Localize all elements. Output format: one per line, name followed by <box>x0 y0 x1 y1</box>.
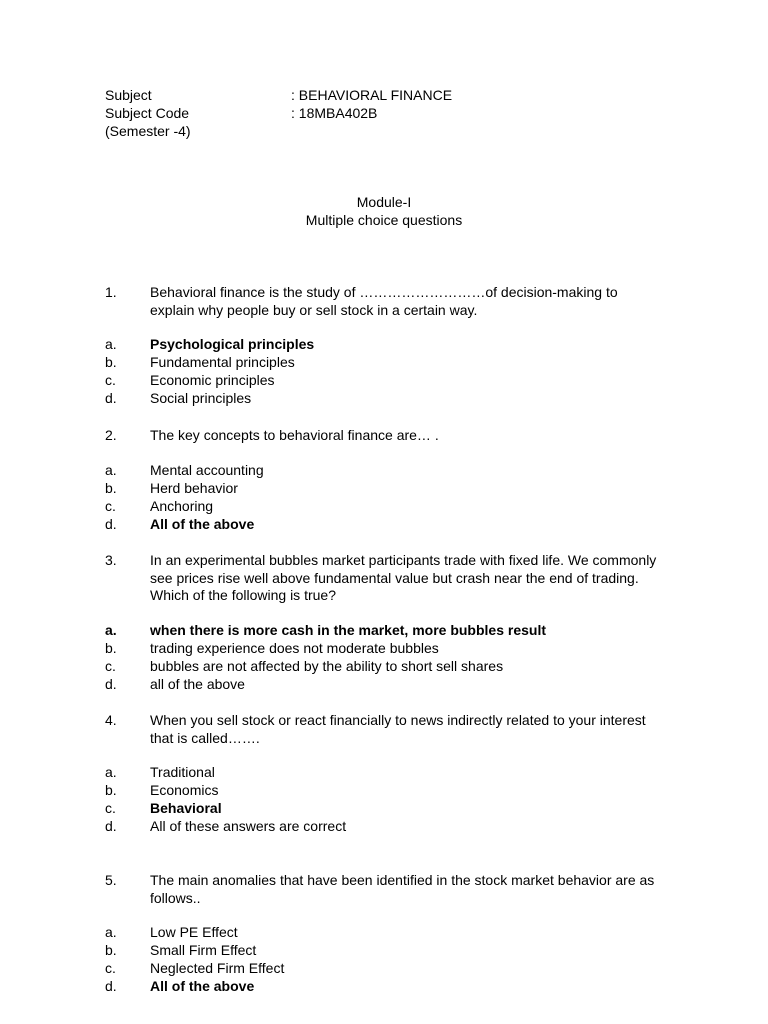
semester-row <box>105 123 452 141</box>
question-stem <box>105 712 665 747</box>
question-stem <box>105 872 665 907</box>
option-text: bubbles are not affected by the ability to short sell shares <box>150 657 504 674</box>
question-text: The key concepts to behavioral finance are… . <box>150 427 439 443</box>
option-text: Herd behavior <box>150 479 238 496</box>
option-d <box>105 676 665 694</box>
option-letter: a. <box>105 621 117 638</box>
option-c <box>105 960 665 978</box>
question-3 <box>105 552 665 694</box>
subject-row <box>105 87 452 105</box>
question-text: In an experimental bubbles market participants trade with fixed life. We commonly see prices rise well above fundamental value but crash near the end of trading. Which of the following is true? <box>150 552 657 603</box>
module-subtitle: Multiple choice questions <box>305 212 463 228</box>
question-number: 1. <box>105 284 117 300</box>
option-a <box>105 924 665 942</box>
subject-code-row <box>105 105 452 123</box>
subject-label: Subject <box>105 87 152 103</box>
option-list <box>105 336 665 408</box>
question-text: The main anomalies that have been identified in the stock market behavior are as follows.. <box>150 872 655 906</box>
option-letter: a. <box>105 336 117 352</box>
question-stem <box>105 427 665 445</box>
subject-code-value: : 18MBA402B <box>291 105 378 121</box>
option-text: Fundamental principles <box>150 354 295 370</box>
option-text: All of the above <box>150 978 255 994</box>
option-text: Economics <box>150 782 219 798</box>
option-letter: b. <box>105 782 117 798</box>
option-c <box>105 498 665 516</box>
option-letter: a. <box>105 924 117 940</box>
option-text: Mental accounting <box>150 461 264 478</box>
option-letter: c. <box>105 800 116 816</box>
option-text: when there is more cash in the market, more bubbles result <box>150 621 547 638</box>
option-a <box>105 336 665 354</box>
option-d <box>105 818 665 836</box>
option-letter: d. <box>105 515 117 532</box>
option-text: trading experience does not moderate bubbles <box>150 639 439 656</box>
question-text: When you sell stock or react financially to news indirectly related to your interest that is called……. <box>150 712 646 746</box>
option-letter: c. <box>105 497 116 514</box>
option-a <box>105 462 665 480</box>
option-c <box>105 658 665 676</box>
question-text: Behavioral finance is the study of ………………………of decision-making to explain why people buy or sell stock in a certain way. <box>150 284 618 318</box>
option-letter: d. <box>105 390 117 406</box>
option-letter: d. <box>105 675 117 692</box>
option-a <box>105 622 665 640</box>
question-5 <box>105 872 665 996</box>
option-text: Neglected Firm Effect <box>150 960 285 976</box>
option-d <box>105 390 665 408</box>
option-letter: c. <box>105 960 116 976</box>
option-b <box>105 782 665 800</box>
option-list <box>105 622 665 694</box>
option-b <box>105 480 665 498</box>
option-text: Behavioral <box>150 800 222 816</box>
document-header <box>105 87 452 141</box>
option-text: Psychological principles <box>150 336 315 352</box>
semester-text: (Semester -4) <box>105 123 191 139</box>
subject-code-label: Subject Code <box>105 105 190 121</box>
question-number: 4. <box>105 712 117 728</box>
option-text: All of these answers are correct <box>150 818 347 834</box>
option-c <box>105 800 665 818</box>
option-list <box>105 764 665 836</box>
option-letter: a. <box>105 764 117 780</box>
module-title: Module-I <box>356 194 412 210</box>
option-text: Anchoring <box>150 497 214 514</box>
question-stem <box>105 552 665 605</box>
option-text: Social principles <box>150 390 252 406</box>
question-number: 2. <box>105 427 117 443</box>
option-d <box>105 516 665 534</box>
question-1 <box>105 284 665 408</box>
option-text: all of the above <box>150 675 245 692</box>
option-letter: b. <box>105 354 117 370</box>
question-number: 5. <box>105 872 117 888</box>
question-2 <box>105 427 665 534</box>
option-a <box>105 764 665 782</box>
option-d <box>105 978 665 996</box>
option-letter: d. <box>105 818 117 834</box>
question-4 <box>105 712 665 836</box>
option-letter: c. <box>105 657 116 674</box>
option-text: All of the above <box>150 515 255 532</box>
option-list <box>105 924 665 996</box>
module-titles <box>0 194 768 230</box>
option-text: Traditional <box>150 764 215 780</box>
option-letter: b. <box>105 479 117 496</box>
subject-value: : BEHAVIORAL FINANCE <box>291 87 453 103</box>
option-letter: c. <box>105 372 116 388</box>
option-text: Low PE Effect <box>150 924 238 940</box>
option-b <box>105 354 665 372</box>
question-number: 3. <box>105 552 117 568</box>
option-text: Economic principles <box>150 372 275 388</box>
option-b <box>105 640 665 658</box>
option-letter: a. <box>105 461 117 478</box>
question-stem <box>105 284 665 319</box>
option-letter: d. <box>105 978 117 994</box>
option-letter: b. <box>105 639 117 656</box>
option-b <box>105 942 665 960</box>
option-text: Small Firm Effect <box>150 942 257 958</box>
option-letter: b. <box>105 942 117 958</box>
option-c <box>105 372 665 390</box>
option-list <box>105 462 665 534</box>
